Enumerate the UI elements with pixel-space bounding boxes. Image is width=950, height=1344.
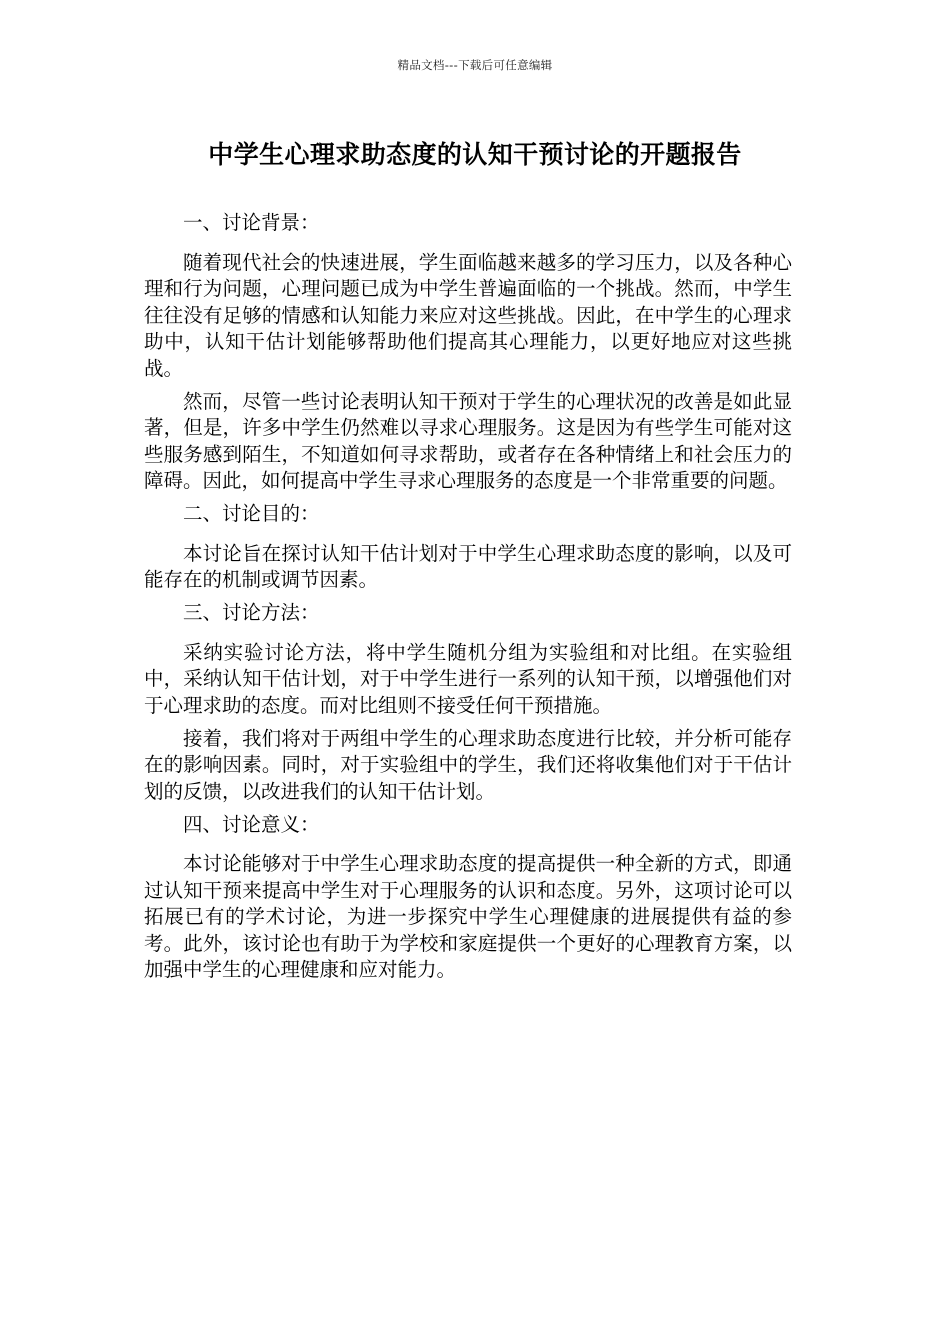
section-heading-background: 一、讨论背景： [183, 211, 320, 234]
document-body [144, 210, 792, 990]
page-header-note: 精品文档---下载后可任意编辑 [397, 58, 553, 72]
body-paragraph: 本讨论旨在探讨认知干估计划对于中学生心理求助态度的影响，以及可能存在的机制或调节因素。 [144, 541, 792, 591]
body-paragraph: 随着现代社会的快速进展，学生面临越来越多的学习压力，以及各种心理和行为问题，心理问题已成为中学生普遍面临的一个挑战。然而，中学生往往没有足够的情感和认知能力来应对这些挑战。因此，在中学生的心理求助中，认知干估计划能够帮助他们提高其心理能力，以更好地应对这些挑战。 [144, 250, 792, 380]
body-paragraph: 接着，我们将对于两组中学生的心理求助态度进行比较，并分析可能存在的影响因素。同时，对于实验组中的学生，我们还将收集他们对于干估计划的反馈，以改进我们的认知干估计划。 [144, 726, 792, 803]
section-heading-purpose: 二、讨论目的： [183, 502, 320, 525]
body-paragraph: 采纳实验讨论方法，将中学生随机分组为实验组和对比组。在实验组中，采纳认知干估计划，对于中学生进行一系列的认知干预，以增强他们对于心理求助的态度。而对比组则不接受任何干预措施。 [144, 640, 792, 717]
body-paragraph: 本讨论能够对于中学生心理求助态度的提高提供一种全新的方式，即通过认知干预来提高中学生对于心理服务的认识和态度。另外，这项讨论可以拓展已有的学术讨论，为进一步探究中学生心理健康的进展提供有益的参考。此外，该讨论也有助于为学校和家庭提供一个更好的心理教育方案，以加强中学生的心理健康和应对能力。 [144, 852, 792, 981]
document-title: 中学生心理求助态度的认知干预讨论的开题报告 [208, 140, 742, 169]
section-heading-method: 三、讨论方法： [183, 601, 320, 624]
section-heading-significance: 四、讨论意义： [183, 812, 320, 836]
body-paragraph: 然而，尽管一些讨论表明认知干预对于学生的心理状况的改善是如此显著，但是，许多中学生仍然难以寻求心理服务。这是因为有些学生可能对这些服务感到陌生，不知道如何寻求帮助，或者存在各种情绪上和社会压力的障碍。因此，如何提高中学生寻求心理服务的态度是一个非常重要的问题。 [144, 389, 792, 492]
